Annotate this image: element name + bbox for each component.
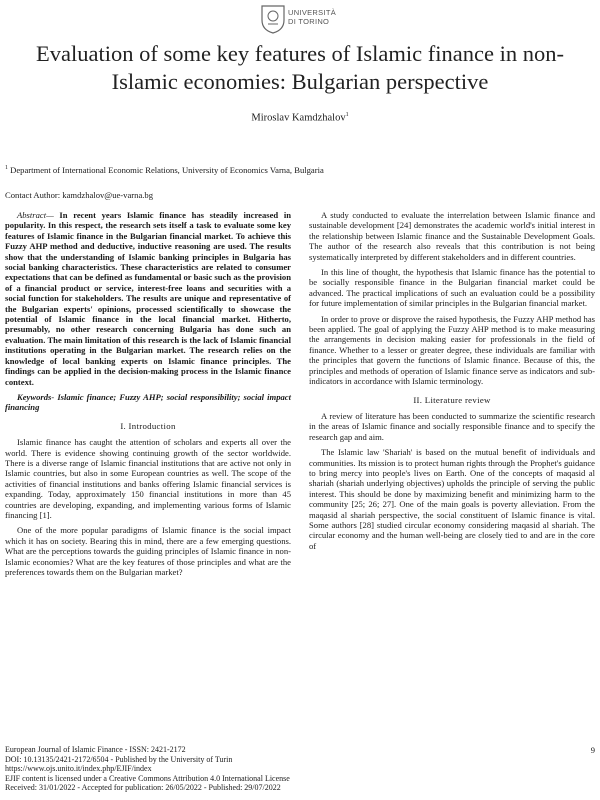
footer-journal: European Journal of Islamic Finance - ISSN: 2421-2172: [5, 745, 186, 754]
footer-dates: Received: 31/01/2022 - Accepted for publication: 26/05/2022 - Published: 29/07/2022: [5, 783, 281, 793]
author-superscript: 1: [345, 112, 349, 118]
section-heading-introduction: I. Introduction: [120, 420, 176, 431]
university-name-line2: DI TORINO: [288, 17, 330, 26]
university-logo: [260, 4, 340, 38]
affiliation: [5, 165, 595, 175]
footer-license: EJIF content is licensed under a Creative Commons Attribution 4.0 International License: [5, 773, 290, 783]
footer-url-link[interactable]: https://www.ojs.unito.it/index.php/EJIF/index: [5, 764, 152, 774]
literature-paragraph-1: A review of literature has been conducted to summarize the scientific research in the areas of Islamic finance and socially responsible finance and to specify the research gap and aim.: [309, 410, 595, 442]
abstract-label: Abstract—: [17, 210, 54, 220]
right-paragraph-2: In this line of thought, the hypothesis that Islamic finance has the potential to be socially responsible finance in the Bulgarian financial market could be advanced. The practical implications of such an evaluation could be a possibility for future implementation of similar principles in the Bulgarian financial market.: [309, 267, 595, 309]
footer-doi: DOI: 10.13135/2421-2172/6504 - Published by the University of Turin: [5, 754, 233, 764]
right-paragraph-1: A study conducted to evaluate the interrelation between Islamic finance and sustainable development [24] demonstrates the academic world's initial interest in the relationship between Islamic finance and the Sustainable Development Goals. The author of the research also reveals that this contribution is not being systematically interpreted by different stakeholders and in different countries.: [309, 210, 595, 262]
author-name: Miroslav Kamdzhalov: [251, 112, 346, 124]
intro-paragraph-2: One of the more popular paradigms of Islamic finance is the social impact which it has on society. Bearing this in mind, there are a few emerging questions. What are the perceptions towards the guiding principles of Islamic finance in non-Islamic economies? What are the key features of those principles and what are the preferences towards them on the Bulgarian market?: [5, 525, 291, 577]
page-number: 9: [590, 745, 595, 755]
author: [0, 112, 600, 124]
abstract-text: In recent years Islamic finance has steadily increased in popularity. In this respect, the research sets itself a task to evaluate some key features of Islamic finance in the Bulgarian financial market. To achieve this Fuzzy AHP method and deductive, inductive reasoning are used. The results show that the understanding of Islamic banking principles in Bulgaria has social banking characteristics. These characteristics are related to consumer expectations that can be defined as fundamental or basic such as the provision of a financial product or service, interest-free loans and securities with a social function for stakeholders. The results are unique and representative of the Bulgarian experts' opinions, processed scientifically to showcase the potential of Islamic finance in the local financial market. Hitherto, presumably, no other research concerning Bulgaria has done such an evaluation. The main limitation of this research is the lack of Islamic financial institutions operating in the Bulgarian market. The research relies on the knowledge of local banking experts on Islamic finance principles. The findings can be applied in the decision-making process in the Islamic finance context.: [5, 210, 291, 387]
university-seal-icon: [260, 4, 286, 34]
contact-author: Contact Author: kamdzhalov@ue-varna.bg: [5, 190, 153, 200]
right-paragraph-3: In order to prove or disprove the raised hypothesis, the Fuzzy AHP method has been applied. The goal of applying the Fuzzy AHP method is to make measuring the arrangements in decision making easier for professionals in the field of finance. Whether to a lesser or greater degree, these individuals are familiar with the principles that govern the functions of Islamic finance. Because of this, the principles and methods of operation of Islamic finance serve as indicators and sub-indicators in accordance with Islamic terminology.: [309, 313, 595, 387]
paper-title: Evaluation of some key features of Islamic finance in non-Islamic economies: Bulgarian perspective: [36, 41, 564, 94]
journal-footer: [5, 745, 595, 793]
right-column: [309, 210, 595, 556]
left-column: [5, 210, 291, 582]
affiliation-text: Department of International Economic Relations, University of Economics Varna, Bulgaria: [8, 165, 324, 175]
intro-paragraph-1: Islamic finance has caught the attention of scholars and experts all over the world. There is evidence showing continuing growth of the sector worldwide. There is a diverse range of Islamic financial institutions that are active not only in Islamic countries, but also in some European countries as well. The scope of the activities of financial institutions and banks offering Islamic financial services is expanding. Today, approximately 150 financial institutions in more than 45 countries are developing, expanding, and implementing various forms of Islamic financing [1].: [5, 437, 291, 520]
literature-paragraph-2: The Islamic law 'Shariah' is based on the mutual benefit of individuals and communities. Its mission is to protect human rights through the Prophet's guidance to bring mercy into people's lives on Earth. One of the concepts of maqasid al shariah (shariah underlying objectives) upholds the principle of serving the public interest. This should be done by maximizing benefit and minimizing harm to the community [25; 26; 27]. One of the main goals is poverty alleviation. From the maqasid al shariah perspective, the social constituent of Islamic finance is vital. Some authors [28] studied circular economy considering maqasid al shariah. The circular economy and the human well-being are closely tied to and are in the core of: [309, 447, 595, 551]
keywords: Keywords- Islamic finance; Fuzzy AHP; social responsibility; social impact financing: [5, 391, 291, 413]
affiliation-superscript: 1: [5, 165, 8, 172]
university-name-line1: UNIVERSITÀ: [288, 8, 337, 17]
university-name: [288, 8, 336, 26]
abstract: [5, 210, 291, 387]
section-heading-literature-review: II. Literature review: [413, 394, 491, 405]
